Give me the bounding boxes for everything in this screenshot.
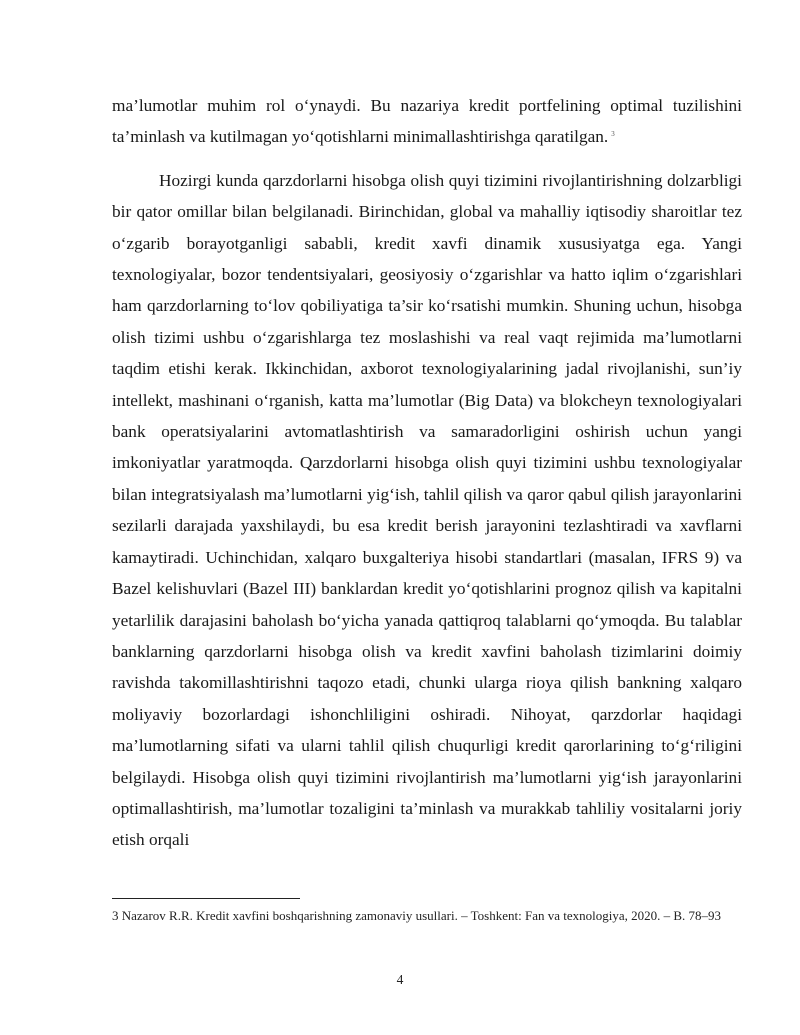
paragraph-main [112, 165, 742, 856]
paragraph-continuation [112, 90, 742, 153]
footnote-separator [112, 898, 300, 899]
footnote-reference[interactable]: 3 [611, 129, 615, 138]
page-number: 4 [396, 972, 404, 987]
paragraph-text: ma’lumotlar muhim rol o‘ynaydi. Bu nazariya kredit portfelining optimal tuzilishini ta’minlash va kutilmagan yo‘qotishlarni minimallashtirishga qaratilgan. [112, 96, 742, 147]
paragraph-text: Hozirgi kunda qarzdorlarni hisobga olish quyi tizimini rivojlantirishning dolzarbligi bir qator omillar bilan belgilanadi. Birinchidan, global va mahalliy iqtisodiy sharoitlar tez o‘zgarib borayotganligi sababli, kredit xavfi dinamik xususiyatga ega. Yangi texnologiyalar, bozor tendentsiyalari, geosiyosiy o‘zgarishlar va hatto iqlim o‘zgarishlari ham qarzdorlarning to‘lov qobiliyatiga ta’sir ko‘rsatishi mumkin. Shuning uchun, hisobga olish tizimi ushbu o‘zgarishlarga tez moslashishi va real vaqt rejimida ma’lumotlarni taqdim etishi kerak. Ikkinchidan, axborot texnologiyalarining jadal rivojlanishi, sun’iy intellekt, mashinani o‘rganish, katta ma’lumotlar (Big Data) va blokcheyn texnologiyalari bank operatsiyalarini avtomatlashtirish va samaradorligini oshirish uchun yangi imkoniyatlar yaratmoqda. Qarzdorlarni hisobga olish quyi tizimini ushbu texnologiyalar bilan integratsiyalash ma’lumotlarni yig‘ish, tahlil qilish va qaror qabul qilish jarayonlarini sezilarli darajada yaxshilaydi, bu esa kredit berish jarayonini tezlashtiradi va xavflarni kamaytiradi. Uchinchidan, xalqaro buxgalteriya hisobi standartlari (masalan, IFRS 9) va Bazel kelishuvlari (Bazel III) banklardan kredit yo‘qotishlarini prognoz qilish va kapitalni yetarlilik darajasini baholash bo‘yicha yanada qattiqroq talablarni qo‘ymoqda. Bu talablar banklarning qarzdorlarni hisobga olish va kredit xavfini baholash tizimlarini doimiy ravishda takomillashtirishni taqozo etadi, chunki ularga rioya qilish bankning xalqaro moliyaviy bozorlardagi ishonchliligini oshiradi. Nihoyat, qarzdorlar haqidagi ma’lumotlarning sifati va ularni tahlil qilish chuqurligi kredit qarorlarining to‘g‘riligini belgilaydi. Hisobga olish quyi tizimini rivojlantirish ma’lumotlarni yig‘ish jarayonlarini optimallashtirish, ma’lumotlar tozaligini ta’minlash va murakkab tahliliy vositalarni joriy etish orqali [112, 170, 742, 850]
footnote: 3 Nazarov R.R. Kredit xavfini boshqarishning zamonaviy usullari. – Toshkent: Fan va texnologiya, 2020. – B. 78–93 [112, 908, 722, 923]
body-text [112, 90, 742, 856]
